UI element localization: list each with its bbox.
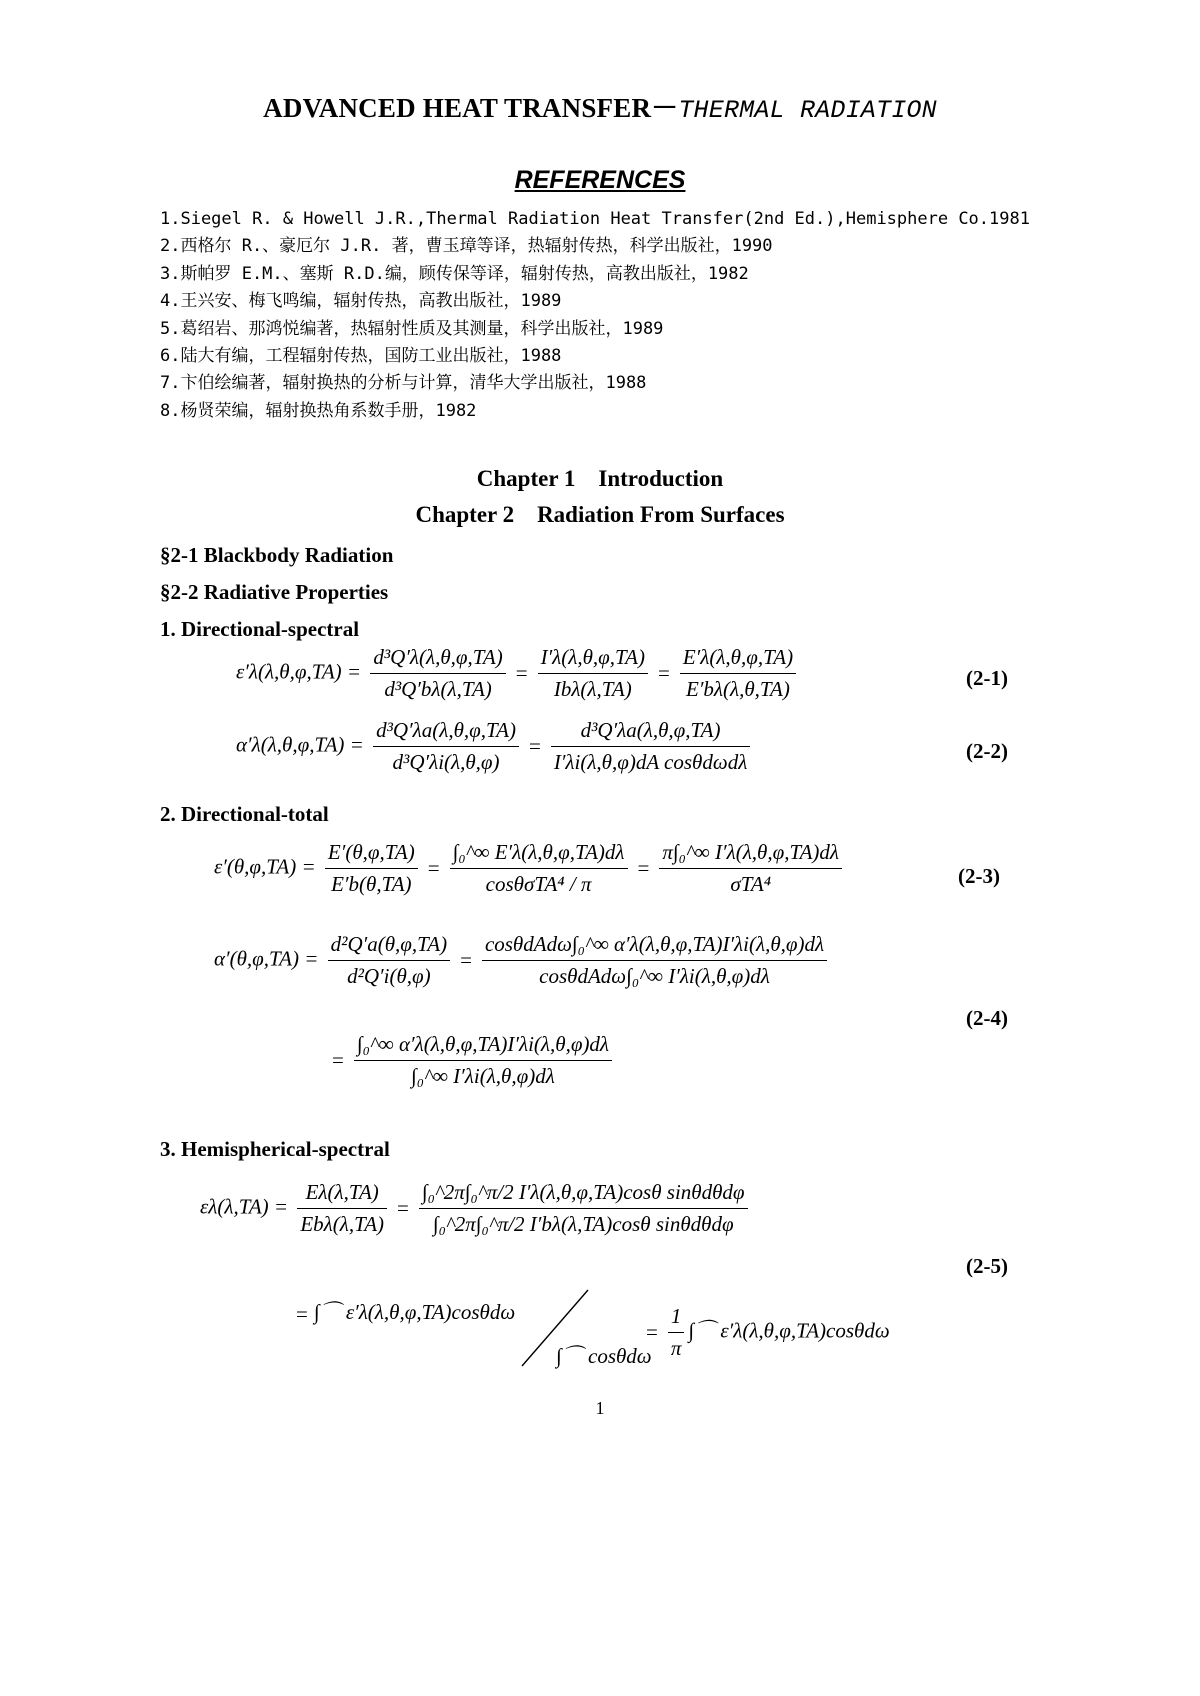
reference-item: 7.卞伯绘编著，辐射换热的分析与计算，清华大学出版社，1988	[160, 373, 647, 394]
eq-denominator: d³Q′bλ(λ,TA)	[384, 677, 492, 701]
equation-2-5-rhs: = $\frac{1}{\pi}$ ∫⌒ ε′λ(λ,θ,φ,TA)cosθdω	[646, 1304, 890, 1360]
equation-number: (2-4)	[966, 1006, 1008, 1030]
reference-item: 1.Siegel R. & Howell J.R.,Thermal Radiation Heat Transfer(2nd Ed.),Hemisphere Co.1981	[160, 209, 1030, 229]
subsection-directional-total: 2. Directional-total	[160, 802, 329, 826]
eq-term: ∫⌒ ε′λ(λ,θ,φ,TA)cosθdω	[313, 1300, 516, 1324]
eq-lhs: α′λ(λ,θ,φ,TA) =	[236, 732, 364, 757]
section-2-1-heading: §2-1 Blackbody Radiation	[160, 543, 394, 567]
references-heading: REFERENCES	[514, 166, 686, 194]
page-number: 1	[595, 1398, 605, 1418]
equation-2-4: α′(θ,φ,TA) = $\frac{\text{d²Q′a(θ,φ,TA)}}{\text{d²Q′i(θ,φ)}}$ = $\frac{\text{cosθdAdω∫₀\textasciicircum{}∞ α′λ(λ,θ,φ,TA)I′λi(λ,θ,φ)dλ}}{\text{cosθdAdω∫₀\textasciicircum{}∞ I′λi(λ,θ,φ)dλ}}$	[214, 932, 831, 989]
equation-2-1: ε′λ(λ,θ,φ,TA) = $\frac{\text{d³Q′λ(λ,θ,φ,TA)}}{\text{d³Q′bλ(λ,TA)}}$ = $\frac{I'\lambda(\lambda,\theta,\varphi,TA)}{\text{Ibλ(λ,TA)}}$ = $\frac{E'\lambda(\lambda,\theta,\varphi,TA)}{E'b\lambda(\lambda,\theta,TA)}$	[236, 645, 800, 702]
equation-number: (2-2)	[966, 739, 1008, 763]
eq-numerator: Eλ(λ,TA)	[297, 1180, 387, 1209]
eq-denominator: ∫₀^∞ I′λi(λ,θ,φ)dλ	[411, 1064, 555, 1088]
eq-denominator: E′bλ(λ,θ,TA)	[686, 677, 790, 701]
eq-denominator: d³Q′λi(λ,θ,φ)	[392, 750, 500, 774]
reference-item: 8.杨贤荣编，辐射换热角系数手册，1982	[160, 400, 477, 421]
eq-denominator: ∫₀^2π∫₀^π/2 I′bλ(λ,TA)cosθ sinθdθdφ	[432, 1212, 734, 1236]
reference-item: 5.葛绍岩、那鸿悦编著，热辐射性质及其测量，科学出版社，1989	[160, 318, 664, 339]
equation-2-5: ελ(λ,TA) = $\frac{E\lambda(\lambda,TA)}{\text{Ebλ(λ,TA)}}$ = $\frac{\text{∫₀\textasciicircum{}2π∫₀\textasciicircum{}π/2 I′λ(λ,θ,φ,TA)cosθ sinθdθdφ}}{\text{∫₀\textasciicircum{}2π∫₀\textasciicircum{}π/2 I′bλ(λ,TA)cosθ sinθdθdφ}}$	[200, 1180, 752, 1237]
eq-numerator: π∫₀^∞ I′λ(λ,θ,φ,TA)dλ	[659, 840, 842, 869]
eq-lhs: ε′(θ,φ,TA) =	[214, 854, 316, 879]
eq-numerator: d³Q′λa(λ,θ,φ,TA)	[551, 718, 750, 747]
eq-denominator: Ebλ(λ,TA)	[300, 1212, 385, 1236]
eq-numerator: cosθdAdω∫₀^∞ α′λ(λ,θ,φ,TA)I′λi(λ,θ,φ)dλ	[482, 932, 827, 961]
eq-numerator: 1	[668, 1304, 685, 1333]
chapter-1-heading: Chapter 1 Introduction	[476, 466, 724, 491]
equation-number: (2-5)	[966, 1254, 1008, 1278]
equation-2-4-continued: = $\frac{\text{∫₀\textasciicircum{}∞ α′λ(λ,θ,φ,TA)I′λi(λ,θ,φ)dλ}}{\text{∫₀\textasciicircum{}∞ I′λi(λ,θ,φ)dλ}}$	[326, 1032, 616, 1089]
references-list	[160, 206, 1100, 425]
eq-denominator: σTA⁴	[730, 872, 771, 896]
eq-denominator: cosθσTA⁴ / π	[485, 872, 592, 896]
eq-denominator: cosθdAdω∫₀^∞ I′λi(λ,θ,φ)dλ	[539, 964, 770, 988]
eq-numerator: ∫₀^2π∫₀^π/2 I′λ(λ,θ,φ,TA)cosθ sinθdθdφ	[419, 1180, 748, 1209]
eq-numerator: E′(θ,φ,TA)	[325, 840, 418, 869]
eq-numerator: d³Q′λ(λ,θ,φ,TA)	[370, 645, 505, 674]
reference-item: 4.王兴安、梅飞鸣编，辐射传热，高教出版社，1989	[160, 291, 562, 312]
eq-denominator: E′b(θ,TA)	[331, 872, 412, 896]
eq-denominator: I′λi(λ,θ,φ)dA cosθdωdλ	[553, 750, 748, 774]
eq-numerator: I′λ(λ,θ,φ,TA)	[538, 645, 648, 674]
eq-numerator: E′λ(λ,θ,φ,TA)	[680, 645, 796, 674]
title-subject: THERMAL RADIATION	[678, 96, 937, 125]
reference-item: 2.西格尔 R.、豪厄尔 J.R. 著，曹玉璋等译，热辐射传热，科学出版社，1990	[160, 236, 773, 257]
reference-item: 3.斯帕罗 E.M.、塞斯 R.D.编，顾传保等译，辐射传热，高教出版社，1982	[160, 263, 749, 284]
equation-number: (2-1)	[966, 666, 1008, 690]
eq-numerator: ∫₀^∞ α′λ(λ,θ,φ,TA)I′λi(λ,θ,φ)dλ	[354, 1032, 612, 1061]
eq-numerator: d³Q′λa(λ,θ,φ,TA)	[373, 718, 519, 747]
eq-denominator: π	[670, 1336, 682, 1360]
eq-lhs: α′(θ,φ,TA) =	[214, 946, 319, 971]
equation-2-5-denominator: ∫⌒ cosθdω	[556, 1344, 652, 1368]
eq-term: ∫⌒ ε′λ(λ,θ,φ,TA)cosθdω	[688, 1318, 890, 1343]
eq-lhs: ελ(λ,TA) =	[200, 1194, 289, 1219]
equation-number: (2-3)	[958, 864, 1000, 888]
reference-item: 6.陆大有编，工程辐射传热，国防工业出版社，1988	[160, 346, 562, 367]
chapter-2-heading: Chapter 2 Radiation From Surfaces	[415, 502, 785, 527]
subsection-hemispherical-spectral: 3. Hemispherical-spectral	[160, 1137, 390, 1161]
equation-2-3: ε′(θ,φ,TA) = $\frac{E'(\theta,\varphi,TA)}{E'b(\theta,TA)}$ = $\frac{\text{∫₀\textasciicircum{}∞ E′λ(λ,θ,φ,TA)dλ}}{\text{cosθσTA⁴ / π}}$ = $\frac{\text{π∫₀\textasciicircum{}∞ I′λ(λ,θ,φ,TA)dλ}}{\text{σTA⁴}}$	[214, 840, 846, 897]
eq-denominator: Ibλ(λ,TA)	[553, 677, 632, 701]
title-main: ADVANCED HEAT TRANSFER－	[263, 93, 679, 123]
equation-2-2: α′λ(λ,θ,φ,TA) = $\frac{\text{d³Q′λa(λ,θ,φ,TA)}}{\text{d³Q′λi(λ,θ,φ)}}$ = $\frac{\text{d³Q′λa(λ,θ,φ,TA)}}{\text{I′λi(λ,θ,φ)dA cosθdωdλ}}$	[236, 718, 754, 775]
subsection-directional-spectral: 1. Directional-spectral	[160, 617, 360, 641]
eq-numerator: d²Q′a(θ,φ,TA)	[328, 932, 450, 961]
eq-numerator: ∫₀^∞ E′λ(λ,θ,φ,TA)dλ	[450, 840, 628, 869]
eq-lhs: ε′λ(λ,θ,φ,TA) =	[236, 659, 362, 684]
eq-denominator: d²Q′i(θ,φ)	[347, 964, 431, 988]
section-2-2-heading: §2-2 Radiative Properties	[160, 580, 389, 604]
document-title	[0, 86, 1200, 125]
equation-2-5-continued: = ∫⌒ ε′λ(λ,θ,φ,TA)cosθdω	[296, 1300, 516, 1326]
